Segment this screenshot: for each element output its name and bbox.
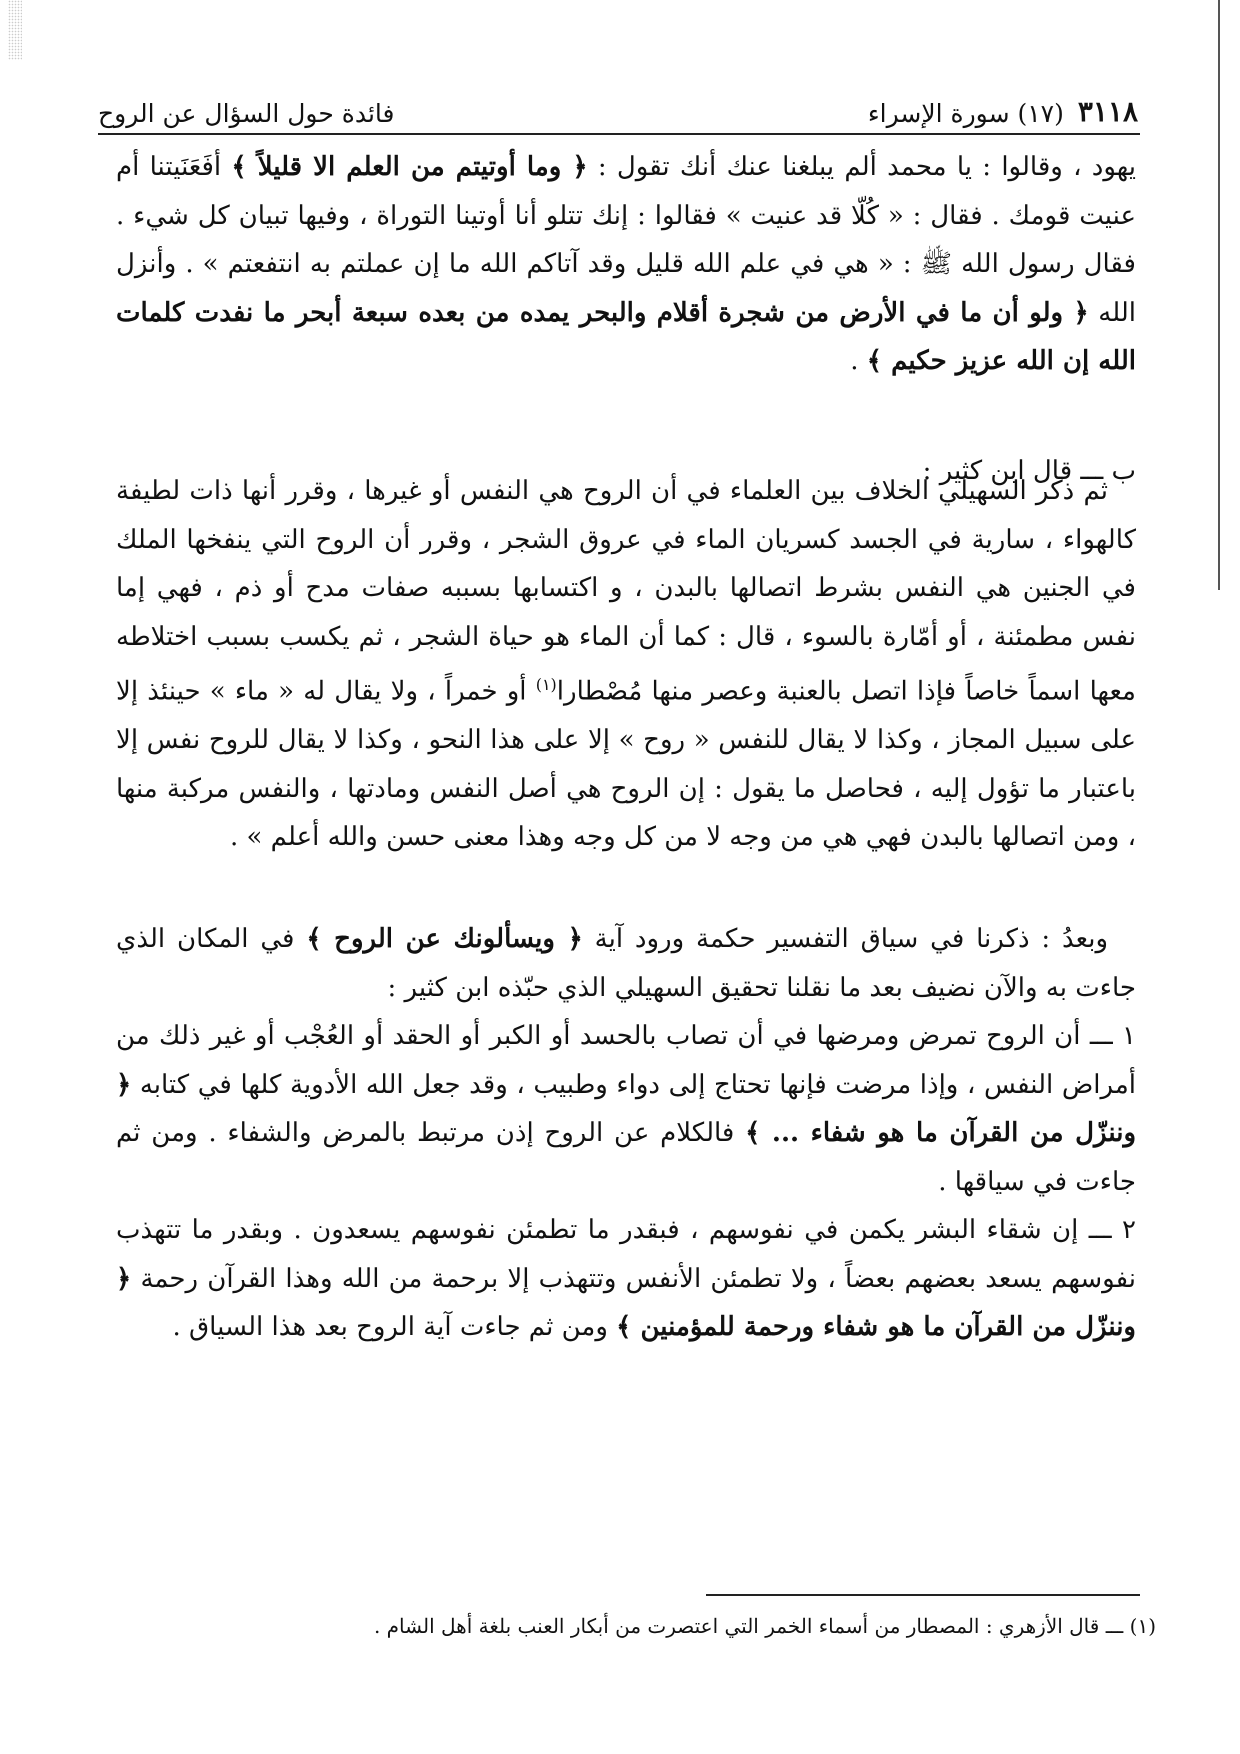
margin-rule: [1218, 0, 1220, 590]
footnote: (١) ـــ قال الأزهري : المصطار من أسماء الخمر التي اعتصرت من أبكار العنب بلغة أهل الشام .: [373, 1614, 1156, 1638]
text-run: أفَعَنَيتنا أم عنيت قومك . فقال : « كُلّا قد عنيت » فقالوا : إنك تتلو أنا أوتينا التوراة ، وفيها تبيان كل شيء . فقال رسول الله ﷺ : « هي في علم الله قليل وقد آتاكم الله ما إن عملتم به انتفعتم » . وأنزل الله: [116, 152, 1136, 328]
page-number: ٣١١٨: [1077, 95, 1138, 128]
text-run: يهود ، وقالوا : يا محمد ألم يبلغنا عنك أنك تقول :: [587, 152, 1136, 182]
header-surah-group: [868, 95, 1138, 128]
text-run: ٢ ـــ إن شقاء البشر يكمن في نفوسهم ، فبقدر ما تطمئن نفوسهم يسعدون . وبقدر ما تتهذب نفوسهم يسعد بعضهم بعضاً ، ولا تطمئن الأنفس وتتهذب إلا برحمة من الله وهذا القرآن رحمة: [116, 1215, 1136, 1294]
sub-heading: ب ـــ قال ابن كثير :: [922, 456, 1136, 486]
text-run: ثم ذكر السهيلي الخلاف بين العلماء في أن الروح هي النفس أو غيرها ، وقرر أنها ذات لطيفة كالهواء ، سارية في الجسد كسريان الماء في عروق الشجر ، وقرر أن الروح التي ينفخها الملك في الجنين هي النفس بشرط اتصالها بالبدن ، و اكتسابها بسببه صفات مدح أو ذم ، فهي إما نفس مطمئنة ، أو أمّارة بالسوء ، قال : كما أن الماء هو حياة الشجر ، ثم يكسب بسبب اختلاطه معها اسماً خاصاً فإذا اتصل بالعنبة وعصر منها مُصْطارا: [116, 476, 1136, 707]
paragraph-hadith: [116, 143, 1136, 386]
numbered-point-2: [116, 1206, 1136, 1352]
header-rule: [98, 133, 1140, 135]
scan-speckle: [8, 0, 22, 60]
footnote-marker: (١): [535, 675, 557, 694]
header-topic-title: فائدة حول السؤال عن الروح: [98, 99, 395, 128]
paragraph-ibn-kathir: [116, 467, 1136, 862]
quran-verse: ﴿ ولو أن ما في الأرض من شجرة أقلام والبحر يمده من بعده سبعة أبحر ما نفدت كلمات الله إن الله عزيز حكيم ﴾: [116, 297, 1136, 376]
text-run: ومن ثم جاءت آية الروح بعد هذا السياق .: [172, 1312, 617, 1342]
text-run: أو خمراً ، ولا يقال له « ماء » حينئذ إلا على سبيل المجاز ، وكذا لا يقال للنفس « روح » إلا على هذا النحو ، وكذا لا يقال للروح نفس إلا باعتبار ما تؤول إليه ، فحاصل ما يقول : إن الروح هي أصل النفس ومادتها ، والنفس مركبة منها ، ومن اتصالها بالبدن فهي هي من وجه لا من كل وجه وهذا معنى حسن والله أعلم » .: [116, 676, 1136, 853]
paragraph-text: [116, 143, 1136, 386]
quran-verse: ﴿ وننزّل من القرآن ما هو شفاء ... ﴾: [116, 1069, 1137, 1148]
text-run: ١ ـــ أن الروح تمرض ومرضها في أن تصاب بالحسد أو الكبر أو الحقد أو العُجْب أو غير ذلك من أمراض النفس ، وإذا مرضت فإنها تحتاج إلى دواء وطبيب ، وقد جعل الله الأدوية كلها في كتابه: [116, 1021, 1136, 1100]
paragraph-text: [116, 915, 1136, 1012]
paragraph-commentary: [116, 915, 1136, 1352]
footnote-rule: [706, 1594, 1140, 1596]
text-run: وبعدُ : ذكرنا في سياق التفسير حكمة ورود آية: [582, 924, 1108, 954]
header-surah-label: (١٧) سورة الإسراء: [867, 99, 1064, 128]
text-run: .: [850, 346, 867, 376]
running-header: [98, 92, 1138, 128]
quran-verse: ﴿ ويسألونك عن الروح ﴾: [306, 924, 583, 954]
paragraph-text: [116, 467, 1136, 862]
quran-verse: ﴿ وما أوتيتم من العلم الا قليلاً ﴾: [231, 152, 588, 182]
text-run: فالكلام عن الروح إذن مرتبط بالمرض والشفاء . ومن ثم جاءت في سياقها .: [116, 1118, 1136, 1197]
numbered-point-1: [116, 1012, 1136, 1206]
quran-verse: ﴿ وننزّل من القرآن ما هو شفاء ورحمة للمؤمنين ﴾: [116, 1263, 1136, 1342]
text-run: في المكان الذي جاءت به والآن نضيف بعد ما نقلنا تحقيق السهيلي الذي حبّذه ابن كثير :: [116, 924, 1136, 1003]
